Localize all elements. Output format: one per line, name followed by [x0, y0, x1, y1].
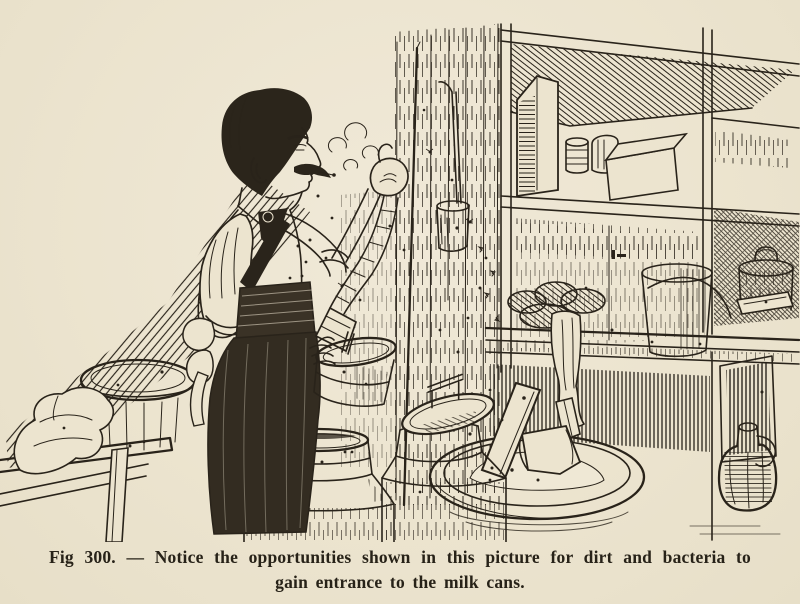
figure-caption: [0, 544, 800, 594]
table-rag: [14, 387, 113, 473]
shelf-box: [606, 134, 686, 200]
figure-caption-line2: gain entrance to the milk cans.: [275, 572, 525, 592]
figure-caption-line1: Fig 300. — Notice the opportunities shown in this picture for dirt and bacteria to: [48, 547, 752, 567]
tall-carton: [517, 76, 558, 196]
smoke-puffs: [328, 123, 378, 170]
mustache: [294, 164, 331, 178]
side-table: [0, 387, 172, 542]
